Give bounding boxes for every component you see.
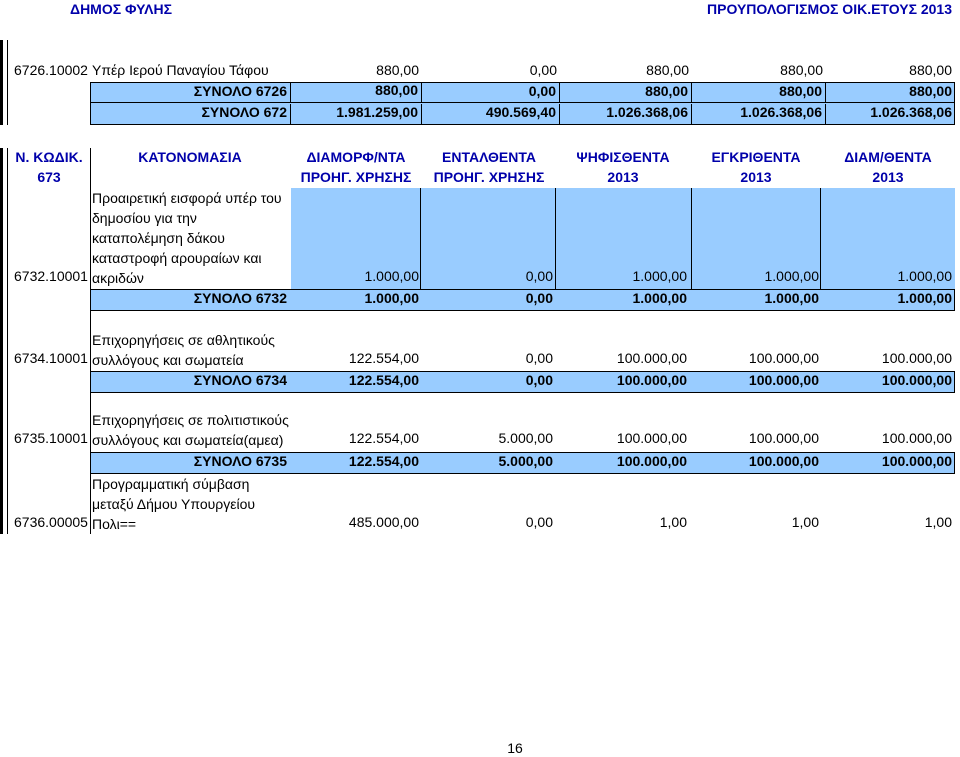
col-code-header: Ν. ΚΩΔΙΚ. [15, 149, 83, 165]
sum-value: 1.026.368,06 [692, 104, 826, 124]
col-header-sub: 2013 [607, 169, 639, 185]
sum-value: 1.981.259,00 [290, 104, 422, 124]
col-desc-header: ΚΑΤΟΝΟΜΑΣΙΑ [138, 149, 242, 165]
col-header-sub: 2013 [740, 169, 772, 185]
sum-label: ΣΥΝΟΛΟ 672 [201, 104, 287, 120]
value-cell: 1.000,00 [364, 268, 419, 284]
sum-value: 122.554,00 [348, 372, 419, 388]
sum-label: ΣΥΝΟΛΟ 6734 [193, 372, 287, 388]
sum-value: 1.000,00 [632, 290, 687, 306]
sum-value: 1.000,00 [897, 290, 952, 306]
row-code: 6732.10001 [14, 268, 88, 284]
sum-value: 1.000,00 [764, 290, 819, 306]
row-description: Προαιρετική εισφορά υπέρ του δημοσίου για την καταπολέμηση δάκου καταστροφή αρουραίων και ακριδών [92, 190, 282, 286]
sum-value: 100.000,00 [616, 372, 687, 388]
municipality-title: ΔΗΜΟΣ ΦΥΛΗΣ [70, 1, 173, 17]
col-code-header-sub: 673 [37, 169, 61, 185]
sum-value: 880,00 [560, 83, 692, 103]
budget-title: ΠΡΟΥΠΟΛΟΓΙΣΜΟΣ ΟΙΚ.ΕΤΟΥΣ 2013 [707, 1, 952, 17]
row-description: Επιχορηγήσεις σε πολιτιστικούς συλλόγους και σωματεία(αμεα) [92, 412, 289, 448]
sum-value: 880,00 [909, 83, 952, 99]
sum-value: 100.000,00 [881, 453, 952, 469]
sum-value: 0,00 [525, 290, 553, 306]
sum-value: 1.000,00 [364, 290, 419, 306]
col-header-sub: 2013 [872, 169, 904, 185]
row-description: Προγραμματική σύμβαση μεταξύ Δήμου Υπουργείου Πολι== [92, 476, 256, 532]
value-cell: 1,00 [659, 514, 687, 530]
sum-value: 100.000,00 [616, 453, 687, 469]
value-cell: 100.000,00 [748, 350, 819, 366]
col-header: ΕΓΚΡΙΘΕΝΤΑ [711, 149, 801, 165]
value-cell: 880,00 [376, 62, 419, 78]
sum-value: 100.000,00 [748, 453, 819, 469]
value-cell: 100.000,00 [616, 430, 687, 446]
sum-value: 1.026.368,06 [560, 104, 692, 124]
value-cell: 1,00 [924, 514, 952, 530]
value-cell: 485.000,00 [348, 514, 419, 530]
left-bar [0, 148, 8, 534]
value-cell: 122.554,00 [348, 350, 419, 366]
value-cell: 1,00 [791, 514, 819, 530]
value-cell: 5.000,00 [498, 430, 553, 446]
value-cell: 100.000,00 [748, 430, 819, 446]
col-header: ΔΙΑΜ/ΘΕΝΤΑ [844, 149, 932, 165]
value-cell: 0,00 [529, 62, 557, 78]
value-cell: 0,00 [525, 514, 553, 530]
row-code: 6735.10001 [14, 430, 88, 446]
value-cell: 1.000,00 [764, 268, 819, 284]
value-cell: 880,00 [780, 62, 823, 78]
page-number: 16 [507, 740, 523, 756]
row-description: Επιχορηγήσεις σε αθλητικούς συλλόγους και σωματεία [92, 332, 275, 368]
value-cell: 1.000,00 [897, 268, 952, 284]
value-cell: 100.000,00 [616, 350, 687, 366]
row-code: 6726.10002 [14, 62, 88, 78]
value-cell: 880,00 [909, 62, 952, 78]
sum-value: 100.000,00 [748, 372, 819, 388]
sum-value: 880,00 [290, 82, 422, 103]
col-header: ΔΙΑΜΟΡΦ/ΝΤΑ [306, 149, 406, 165]
row-description: Υπέρ Ιερού Παναγίου Τάφου [92, 62, 269, 78]
sum-value: 100.000,00 [881, 372, 952, 388]
sum-label: ΣΥΝΟΛΟ 6726 [193, 83, 287, 99]
value-cell: 880,00 [646, 62, 689, 78]
sum-value: 1.026.368,06 [870, 104, 952, 120]
sum-value: 122.554,00 [348, 453, 419, 469]
sum-label: ΣΥΝΟΛΟ 6732 [193, 290, 287, 306]
col-header-sub: ΠΡΟΗΓ. ΧΡΗΣΗΣ [433, 169, 545, 185]
value-cell: 100.000,00 [881, 430, 952, 446]
value-cell: 100.000,00 [881, 350, 952, 366]
sum-value: 0,00 [525, 372, 553, 388]
row-code: 6736.00005 [14, 514, 88, 530]
sum-label: ΣΥΝΟΛΟ 6735 [193, 453, 287, 469]
sum-value: 5.000,00 [498, 453, 553, 469]
value-cell: 0,00 [525, 268, 553, 284]
row-code: 6734.10001 [14, 350, 88, 366]
col-header-sub: ΠΡΟΗΓ. ΧΡΗΣΗΣ [300, 169, 412, 185]
sum-value: 0,00 [422, 83, 560, 103]
col-header: ΨΗΦΙΣΘΕΝΤΑ [576, 149, 670, 165]
value-cell: 1.000,00 [632, 268, 687, 284]
value-cell: 122.554,00 [348, 430, 419, 446]
value-cell: 0,00 [525, 350, 553, 366]
sum-value: 880,00 [692, 83, 826, 103]
left-bar [0, 40, 8, 125]
sum-value: 490.569,40 [422, 104, 560, 124]
col-header: ΕΝΤΑΛΘΕΝΤΑ [442, 149, 536, 165]
